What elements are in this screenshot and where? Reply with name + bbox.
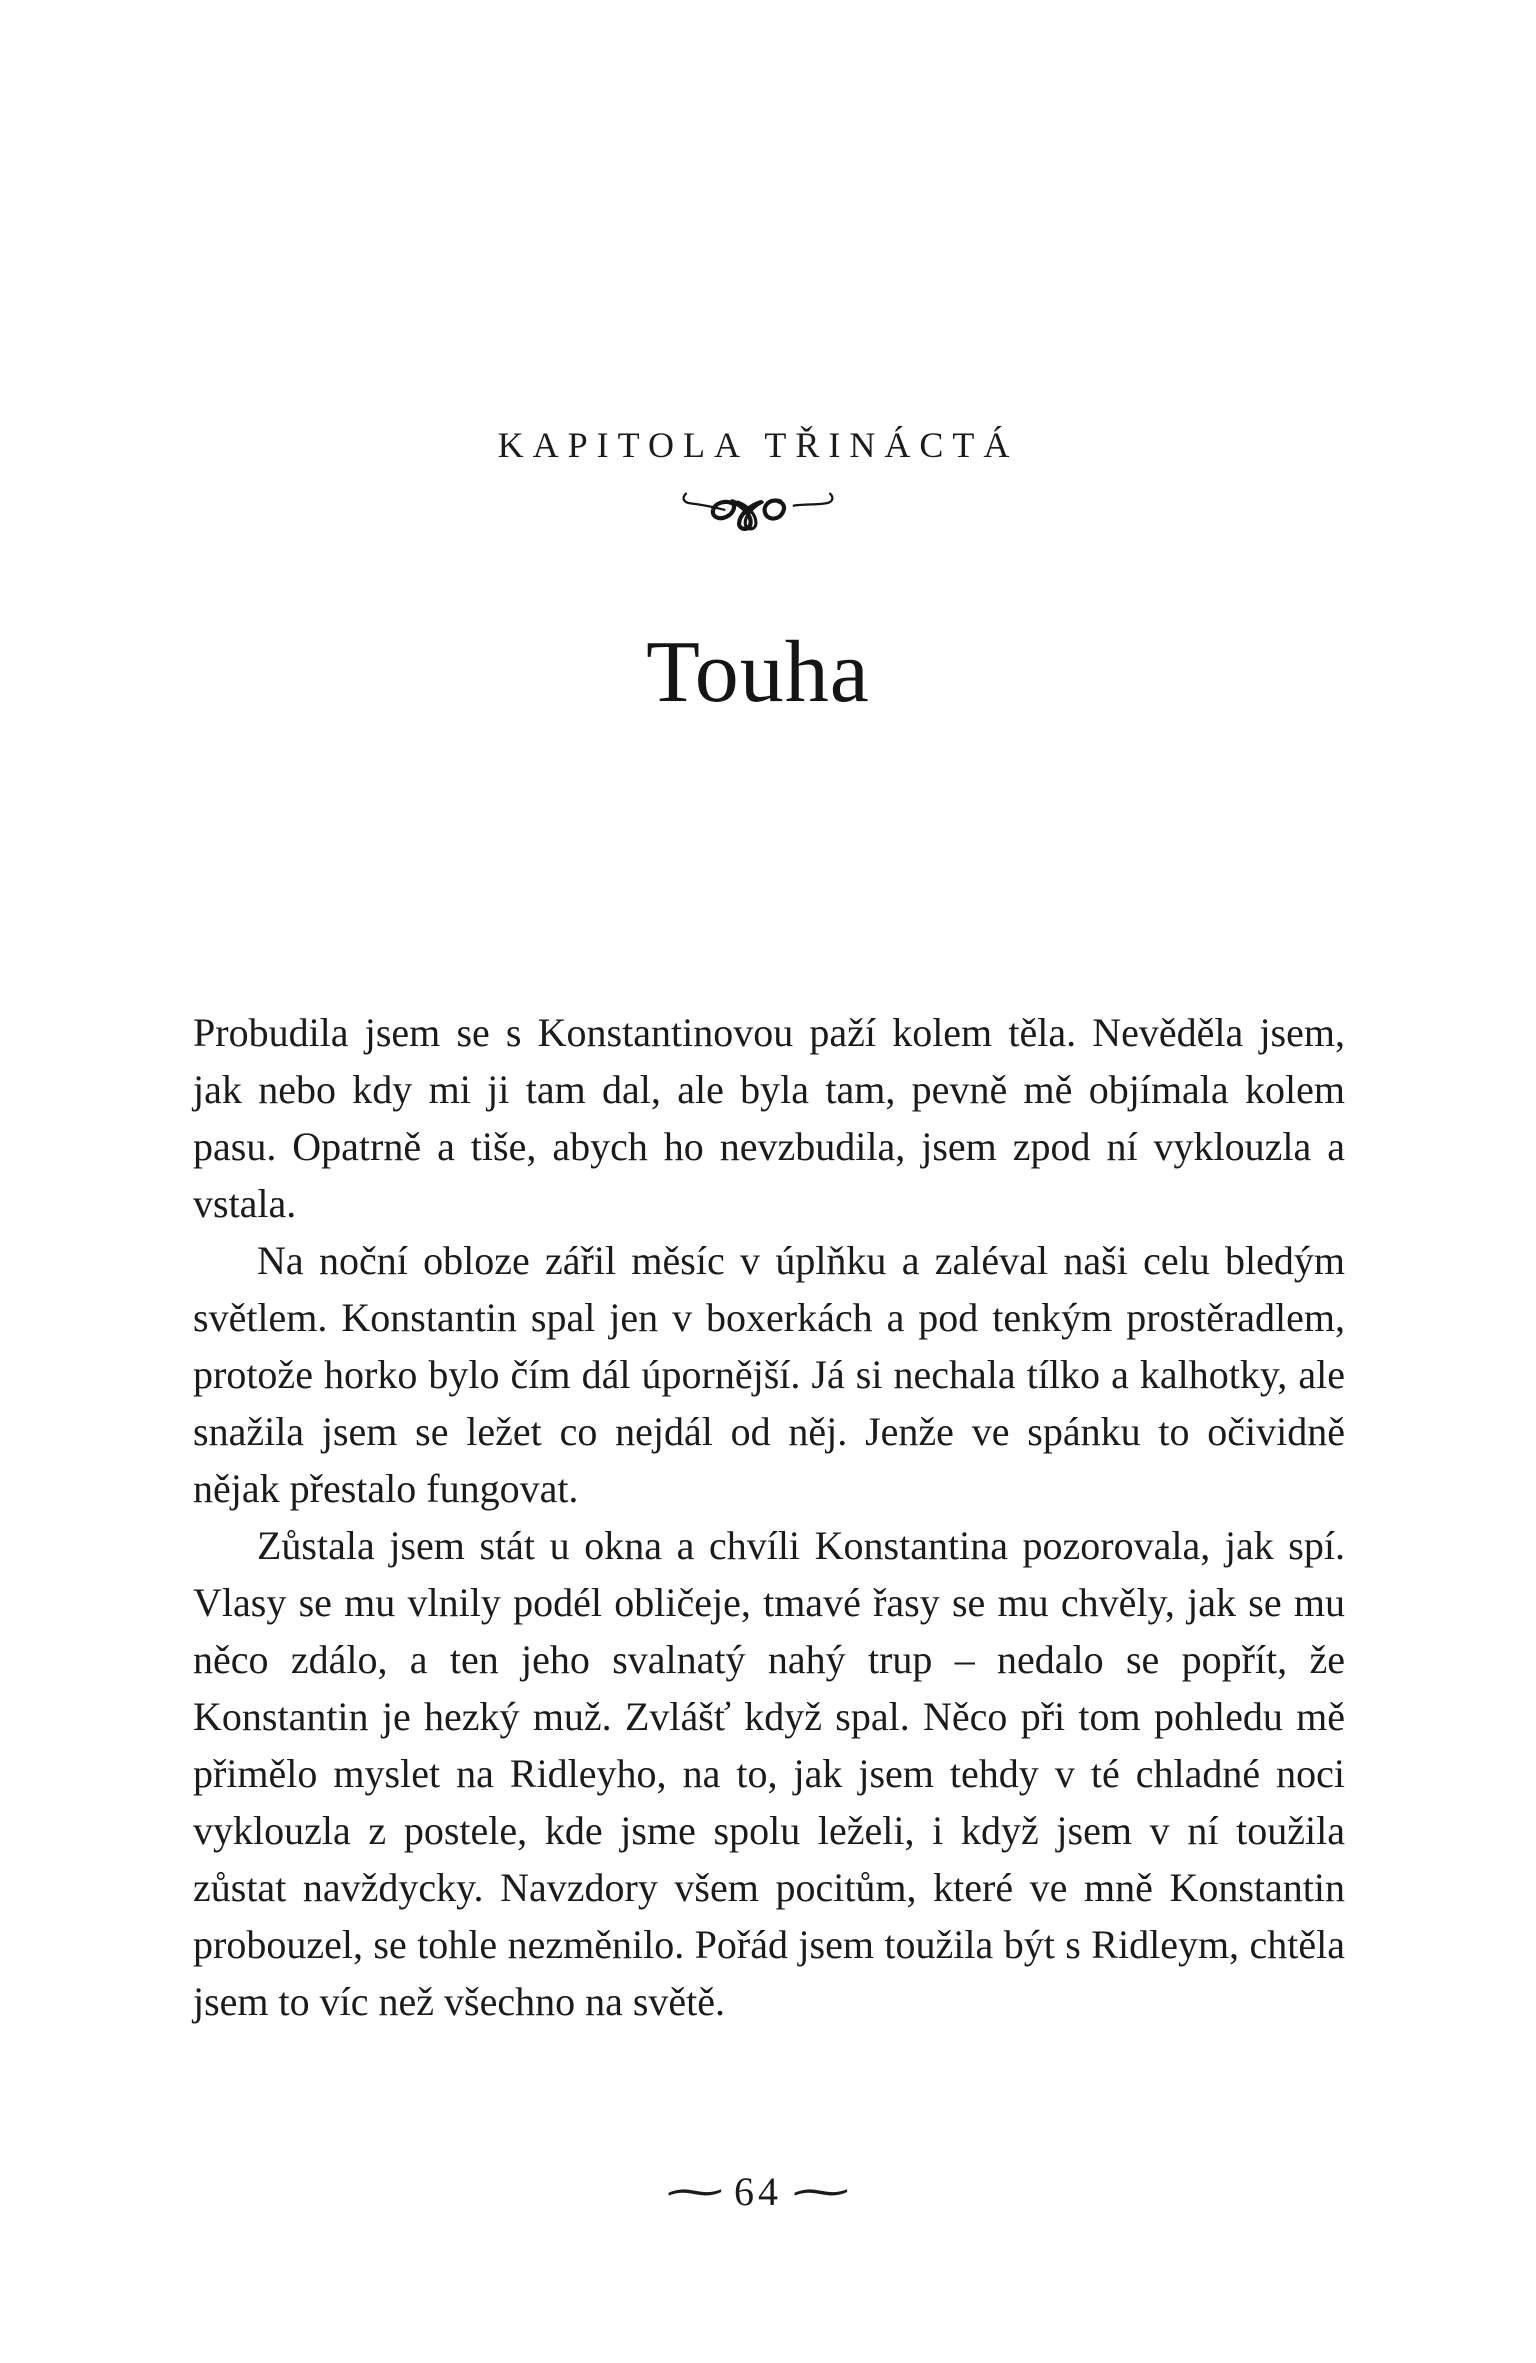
paragraph-1: Probudila jsem se s Konstantinovou paží kolem těla. Nevěděla jsem, jak nebo kdy mi ji tam dal, ale byla tam, pevně mě objímala kolem pasu. Opatrně a tiše, abych ho nevzbudila, jsem zpod ní vyklouzla a vstala. xyxy=(193,1010,1345,1226)
swung-dash-left: ∼ xyxy=(660,2169,731,2214)
chapter-title: Touha xyxy=(646,624,870,721)
page-footer xyxy=(193,2168,1323,2215)
chapter-label: KAPITOLA TŘINÁCTÁ xyxy=(497,425,1019,465)
swung-dash-right: ∼ xyxy=(785,2169,856,2214)
paragraph-3: Zůstala jsem stát u okna a chvíli Konstantina pozorovala, jak spí. Vlasy se mu vlnily podél obličeje, tmavé řasy se mu chvěly, jak se mu něco zdálo, a ten jeho svalnatý nahý trup – nedalo se popřít, že Konstantin je hezký muž. Zvlášť když spal. Něco při tom pohledu mě přimělo myslet na Ridleyho, na to, jak jsem tehdy v té chladné noci vyklouzla z postele, kde jsme spolu leželi, i když jsem v ní toužila zůstat navždycky. Navzdory všem pocitům, které ve mně Konstantin probouzel, se tohle nezměnilo. Pořád jsem toužila být s Ridleym, chtěla jsem to víc než všechno na světě. xyxy=(193,1523,1345,2024)
paragraph-2: Na noční obloze zářil měsíc v úplňku a zaléval naši celu bledým světlem. Konstantin spal jen v boxerkách a pod tenkým prostěradlem, protože horko bylo čím dál úpornější. Já si nechala tílko a kalhotky, ale snažila jsem se ležet co nejdál od něj. Jenže ve spánku to očividně nějak přestalo fungovat. xyxy=(193,1238,1345,1511)
chapter-divider-flourish-icon xyxy=(193,486,1323,542)
body-text xyxy=(193,1004,1345,2030)
page-number: 64 xyxy=(734,2169,782,2214)
